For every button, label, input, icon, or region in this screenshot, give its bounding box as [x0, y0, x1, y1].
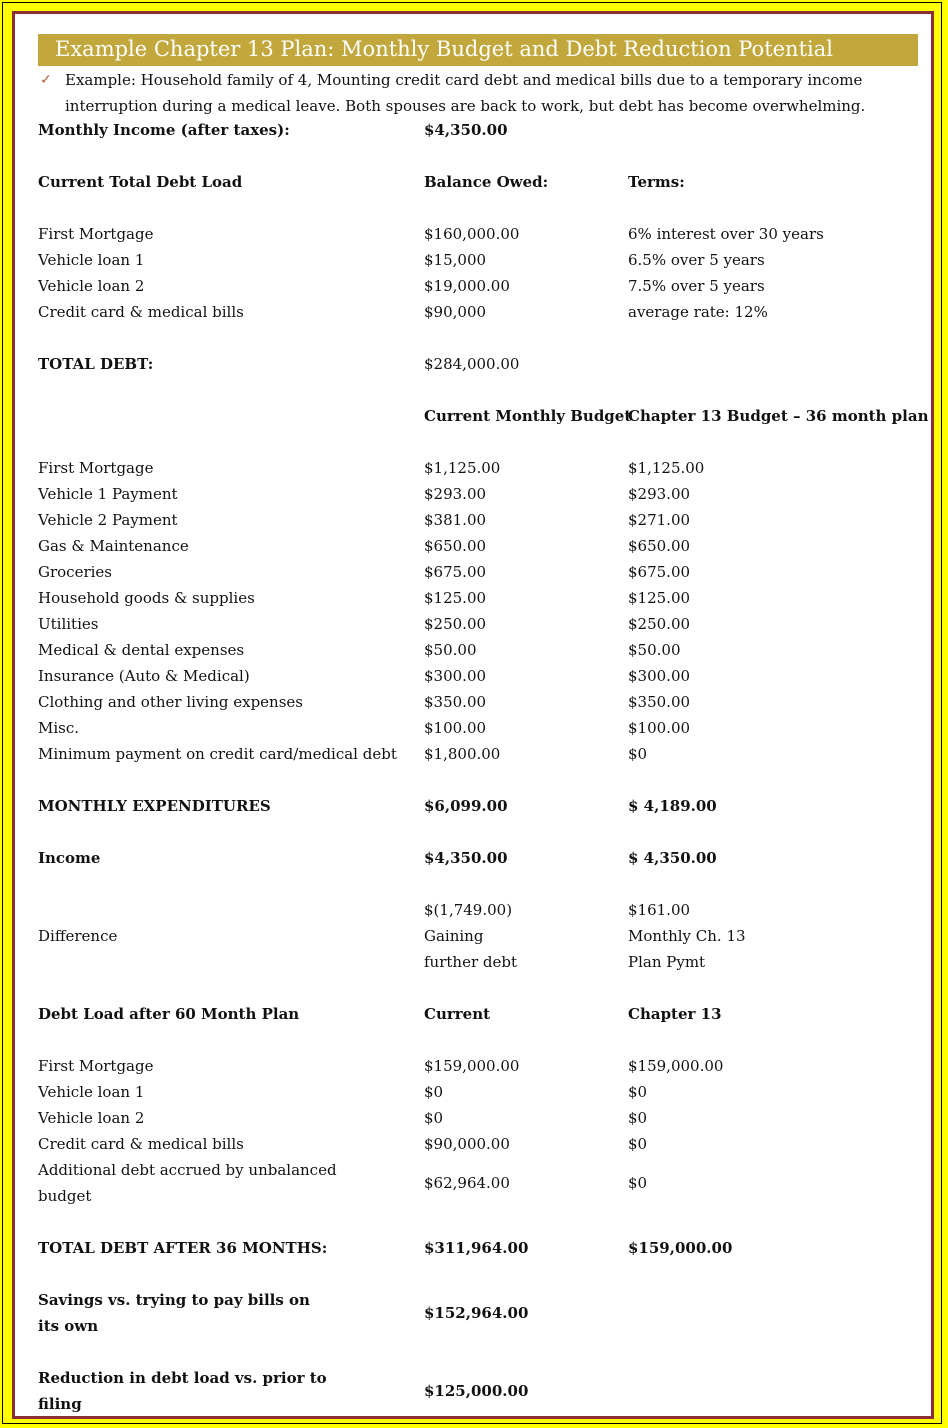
- debt-label: Credit card & medical bills: [38, 303, 244, 321]
- total-after-label: TOTAL DEBT AFTER 36 MONTHS:: [38, 1239, 328, 1257]
- budget-label: Medical & dental expenses: [38, 641, 245, 659]
- debt-label: Vehicle loan 1: [38, 251, 145, 269]
- budget-ch13: $300.00: [628, 667, 691, 685]
- budget-ch13: $271.00: [628, 511, 691, 529]
- after-label: Credit card & medical bills: [38, 1135, 244, 1153]
- difference-ch13: Plan Pymt: [628, 953, 706, 971]
- budget-ch13: $0: [628, 745, 648, 763]
- savings-value: $152,964.00: [424, 1304, 529, 1322]
- difference-current: Gaining: [424, 927, 484, 945]
- difference-ch13: Monthly Ch. 13: [628, 927, 746, 945]
- after-label: Vehicle loan 2: [38, 1109, 145, 1127]
- intro-text: Example: Household family of 4, Mounting credit card debt and medical bills due to a temporary income interruption during a medical leave. Both spouses are back to work, but debt has become overwhelming.: [65, 71, 866, 115]
- budget-current: $650.00: [424, 537, 487, 555]
- debt-terms: 6.5% over 5 years: [628, 251, 765, 269]
- total-debt-label: TOTAL DEBT:: [38, 355, 154, 373]
- budget-ch13: $675.00: [628, 563, 691, 581]
- budget-ch13: $1,125.00: [628, 459, 705, 477]
- total-after-current: $311,964.00: [424, 1239, 529, 1257]
- debt-terms: average rate: 12%: [628, 303, 768, 321]
- budget-current: $50.00: [424, 641, 477, 659]
- budget-current: $300.00: [424, 667, 487, 685]
- title-bar: [38, 34, 918, 66]
- total-debt-value: $284,000.00: [424, 355, 520, 373]
- debt-header-label: Current Total Debt Load: [38, 173, 243, 191]
- budget-label: Vehicle 2 Payment: [38, 511, 178, 529]
- after-header-ch13: Chapter 13: [628, 1005, 722, 1023]
- debt-label: Vehicle loan 2: [38, 277, 145, 295]
- total-after-ch13: $159,000.00: [628, 1239, 733, 1257]
- budget-ch13: $293.00: [628, 485, 691, 503]
- budget-label: Minimum payment on credit card/medical debt: [38, 745, 397, 763]
- income-compare-current: $4,350.00: [424, 849, 508, 867]
- debt-terms: 6% interest over 30 years: [628, 225, 824, 243]
- budget-label: Misc.: [38, 719, 80, 737]
- budget-label: Vehicle 1 Payment: [38, 485, 178, 503]
- difference-label: Difference: [38, 927, 118, 945]
- after-current: $159,000.00: [424, 1057, 520, 1075]
- budget-current: $293.00: [424, 485, 487, 503]
- budget-label: First Mortgage: [38, 459, 154, 477]
- budget-ch13: $650.00: [628, 537, 691, 555]
- after-label: First Mortgage: [38, 1057, 154, 1075]
- savings-label: Savings vs. trying to pay bills on: [38, 1291, 310, 1309]
- additional-debt-current: $62,964.00: [424, 1174, 510, 1192]
- budget-ch13: $100.00: [628, 719, 691, 737]
- debt-label: First Mortgage: [38, 225, 154, 243]
- difference-current: $(1,749.00): [424, 901, 513, 919]
- income-value: $4,350.00: [424, 121, 508, 139]
- budget-ch13: $250.00: [628, 615, 691, 633]
- budget-current: $100.00: [424, 719, 487, 737]
- budget-current: $350.00: [424, 693, 487, 711]
- budget-ch13: $350.00: [628, 693, 691, 711]
- debt-balance: $160,000.00: [424, 225, 520, 243]
- reduction-value: $125,000.00: [424, 1382, 529, 1400]
- additional-debt-label: Additional debt accrued by unbalanced: [38, 1161, 337, 1179]
- after-current: $0: [424, 1109, 444, 1127]
- debt-terms: 7.5% over 5 years: [628, 277, 765, 295]
- debt-balance: $90,000: [424, 303, 487, 321]
- additional-debt-ch13: $0: [628, 1174, 648, 1192]
- debt-balance: $15,000: [424, 251, 487, 269]
- budget-current: $125.00: [424, 589, 487, 607]
- debt-header-terms: Terms:: [628, 173, 685, 191]
- income-label: Monthly Income (after taxes):: [38, 121, 290, 139]
- after-current: $90,000.00: [424, 1135, 510, 1153]
- income-compare-ch13: $ 4,350.00: [628, 849, 717, 867]
- after-header-current: Current: [424, 1005, 491, 1023]
- income-compare-label: Income: [38, 849, 101, 867]
- additional-debt-label: budget: [38, 1187, 92, 1205]
- after-ch13: $0: [628, 1083, 648, 1101]
- budget-ch13: $125.00: [628, 589, 691, 607]
- after-header-label: Debt Load after 60 Month Plan: [38, 1005, 300, 1023]
- difference-ch13: $161.00: [628, 901, 691, 919]
- after-ch13: $0: [628, 1109, 648, 1127]
- budget-label: Utilities: [38, 615, 99, 633]
- reduction-label: filing: [38, 1395, 82, 1413]
- page-title: Example Chapter 13 Plan: Monthly Budget and Debt Reduction Potential: [55, 37, 833, 61]
- intro-paragraph: [40, 67, 920, 119]
- reduction-label: Reduction in debt load vs. prior to: [38, 1369, 327, 1387]
- budget-current: $381.00: [424, 511, 487, 529]
- expenditures-ch13: $ 4,189.00: [628, 797, 717, 815]
- budget-label: Household goods & supplies: [38, 589, 255, 607]
- after-label: Vehicle loan 1: [38, 1083, 145, 1101]
- budget-current: $250.00: [424, 615, 487, 633]
- budget-label: Clothing and other living expenses: [38, 693, 303, 711]
- budget-header-ch13: Chapter 13 Budget – 36 month plan: [628, 407, 929, 425]
- after-current: $0: [424, 1083, 444, 1101]
- after-ch13: $159,000.00: [628, 1057, 724, 1075]
- expenditures-current: $6,099.00: [424, 797, 508, 815]
- budget-label: Gas & Maintenance: [38, 537, 189, 555]
- checkmark-icon: ✓: [40, 72, 52, 88]
- debt-header-balance: Balance Owed:: [424, 173, 549, 191]
- debt-balance: $19,000.00: [424, 277, 510, 295]
- budget-ch13: $50.00: [628, 641, 681, 659]
- after-ch13: $0: [628, 1135, 648, 1153]
- expenditures-label: MONTHLY EXPENDITURES: [38, 797, 271, 815]
- savings-label: its own: [38, 1317, 99, 1335]
- budget-label: Groceries: [38, 563, 113, 581]
- difference-current: further debt: [424, 953, 517, 971]
- budget-header-current: Current Monthly Budget: [424, 407, 632, 425]
- budget-current: $675.00: [424, 563, 487, 581]
- budget-label: Insurance (Auto & Medical): [38, 667, 250, 685]
- budget-current: $1,125.00: [424, 459, 501, 477]
- budget-current: $1,800.00: [424, 745, 501, 763]
